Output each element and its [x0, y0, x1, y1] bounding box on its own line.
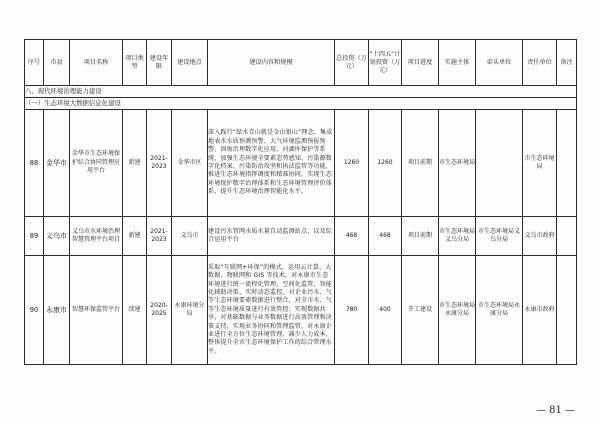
page-number: — 81 —	[536, 405, 576, 416]
row-progress: 项目前期	[402, 110, 439, 217]
row-total: 780	[335, 256, 369, 365]
row-name: 义乌市水环境治理智慧管理平台项目	[70, 217, 123, 256]
row-city: 金华市	[44, 110, 70, 217]
row-lead: 市生态环境局义乌分局	[476, 217, 523, 256]
row-type: 新建	[123, 110, 147, 217]
row-plan: 400	[369, 256, 402, 365]
row-name: 金华市生态环境保护综合协同管理应用平台	[70, 110, 123, 217]
header-lead: 牵头单位	[476, 40, 523, 86]
table-row	[25, 256, 577, 365]
row-resp: 义乌市政府	[523, 217, 557, 256]
row-resp: 市生态环境局	[523, 110, 557, 217]
header-city: 市县	[44, 40, 70, 86]
row-total: 1260	[335, 110, 369, 217]
row-location: 金华市区	[172, 110, 208, 217]
header-name: 项目名称	[70, 40, 123, 86]
row-note	[557, 217, 577, 256]
table-row	[25, 110, 577, 217]
row-entity: 市生态环境局义乌分局	[439, 217, 476, 256]
row-content: 采取“互联网+环保”的模式，运用云计算、大数据、物联网和 GIS 等技术，对永康市生态环境进行统一流程化管理、空间化监管、智能化辅助决策、实时动态监控。对企业污水、气等生态环境要素数据进行整合，对全市水、气等生态环境质量进行有效管控；实现数据共享，对基础数据与业务数据进行高效管理和决策支持，实现业务协同和管理监管，对永康企业进行全方位生态环境管理，减少人力成本，整体提升全市生态环境保护工作的综合管理水平。	[208, 256, 335, 365]
row-resp: 永康市政府	[523, 256, 557, 365]
row-content: 建设污水管网水质水量自动监测站点，以及综合运用平台	[208, 217, 335, 256]
row-location: 永康环境分局	[172, 256, 208, 365]
row-lead: 市生态环境局永康分局	[476, 256, 523, 365]
row-content: 深入践行“绿水青山就是金山银山”理念，集成地表水水质预测预警、大气环境监测预报预警、固废治理数字化应用、河湖库保护等系统，加强生态环境全要素态势感知、污染源数字化档案、污染防治攻坚和执法监管等功能，推进生态环境指挥调度和精准协同，实现生态环境保护数字治理体系和生态环境管理评价体系，提升生态环境治理智能化水平。	[208, 110, 335, 217]
header-note: 备注	[557, 40, 577, 86]
row-progress: 开工建设	[402, 256, 439, 365]
header-entity: 实施主体	[439, 40, 476, 86]
row-note	[557, 110, 577, 217]
row-plan: 468	[369, 217, 402, 256]
section-row	[25, 86, 577, 98]
header-location: 建设地点	[172, 40, 208, 86]
header-years: 建设年限	[147, 40, 172, 86]
row-total: 468	[335, 217, 369, 256]
row-city: 永康市	[44, 256, 70, 365]
header-content: 建设内容和规模	[208, 40, 335, 86]
table-row	[25, 217, 577, 256]
row-entity: 市生态环境局永康分局	[439, 256, 476, 365]
row-progress: 项目前期	[402, 217, 439, 256]
row-note	[557, 256, 577, 365]
row-years: 2021-2023	[147, 110, 172, 217]
header-no: 序号	[25, 40, 44, 86]
row-years: 2020-2025	[147, 256, 172, 365]
row-entity: 市生态环境局	[439, 110, 476, 217]
subsection-row	[25, 98, 577, 110]
header-type: 项目类型	[123, 40, 147, 86]
row-plan: 1260	[369, 110, 402, 217]
row-no: 90	[25, 256, 44, 365]
header-progress: 项目进度	[402, 40, 439, 86]
header-total: 总投资（万元）	[335, 40, 369, 86]
row-no: 89	[25, 217, 44, 256]
row-type: 新建	[123, 217, 147, 256]
row-city: 义乌市	[44, 217, 70, 256]
row-years: 2021-2023	[147, 217, 172, 256]
table-header-row	[25, 40, 577, 86]
project-table	[24, 39, 577, 365]
section-title: 八、现代环境治理能力建设	[25, 86, 577, 98]
subsection-title: （一）生态环境大数据信息化建设	[25, 98, 577, 110]
row-lead	[476, 110, 523, 217]
row-type: 续建	[123, 256, 147, 365]
row-name: 智慧环保监管平台	[70, 256, 123, 365]
row-location: 义乌市	[172, 217, 208, 256]
header-resp: 责任单位	[523, 40, 557, 86]
row-no: 88	[25, 110, 44, 217]
header-plan: “十四五”计划投资（万元）	[369, 40, 402, 86]
